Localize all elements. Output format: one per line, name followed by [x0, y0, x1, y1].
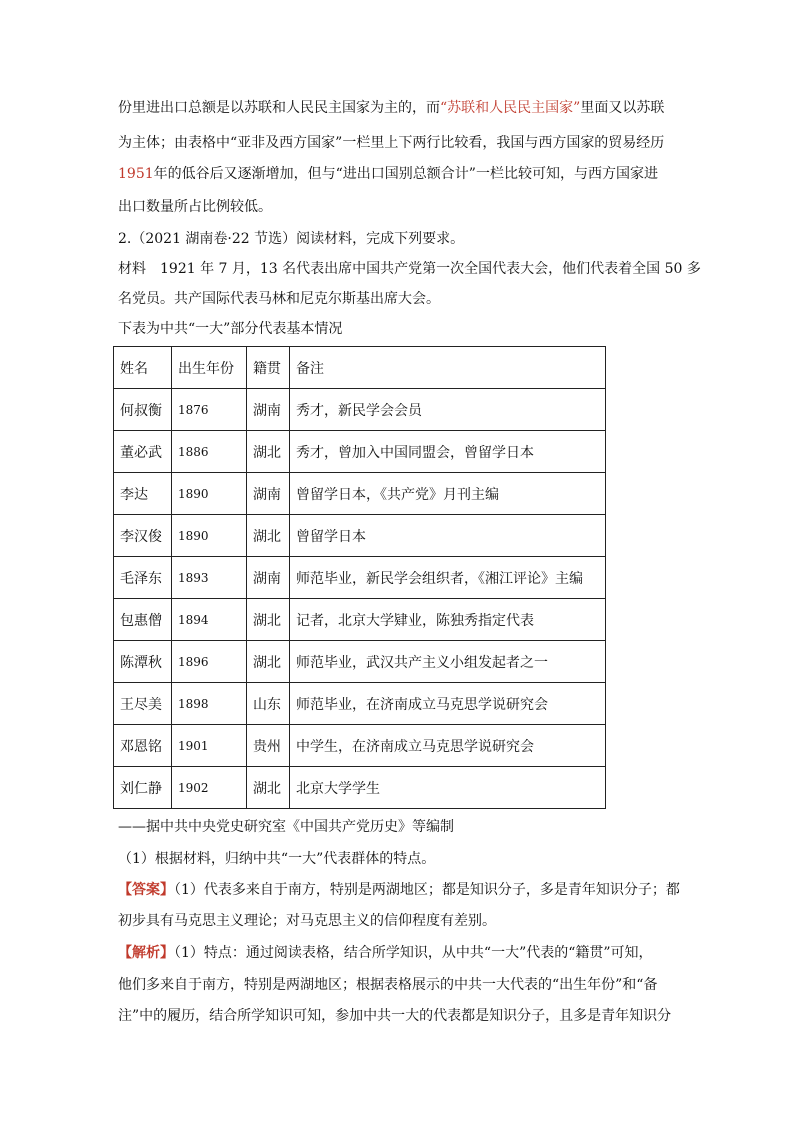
table-row: [114, 431, 606, 473]
cell-place: 贵州: [247, 725, 290, 767]
table-row: [114, 767, 606, 809]
cell-name: 邓恩铭: [114, 725, 172, 767]
cell-name: 何叔衡: [114, 389, 172, 431]
analysis-tag: 【解析】: [118, 945, 174, 961]
answer-tag: 【答案】: [118, 882, 174, 898]
cell-place: 湖北: [247, 599, 290, 641]
cell-year: 1894: [172, 599, 247, 641]
cell-name: 李达: [114, 473, 172, 515]
table-row: [114, 725, 606, 767]
cell-name: 王尽美: [114, 683, 172, 725]
cell-year: 1893: [172, 557, 247, 599]
cell-place: 湖北: [247, 515, 290, 557]
highlight-year: 1951: [118, 166, 154, 182]
table-row: [114, 515, 606, 557]
intro-text: 里面又以苏联: [580, 100, 665, 116]
cell-year: 1886: [172, 431, 247, 473]
cell-place: 湖南: [247, 389, 290, 431]
cell-year: 1901: [172, 725, 247, 767]
intro-line-3: [118, 164, 678, 184]
header-birth-year: 出生年份: [172, 347, 247, 389]
cell-place: 湖南: [247, 557, 290, 599]
cell-place: 湖南: [247, 473, 290, 515]
table-row: [114, 389, 606, 431]
cell-year: 1890: [172, 473, 247, 515]
table-row: [114, 473, 606, 515]
table-row: [114, 557, 606, 599]
header-remarks: 备注: [290, 347, 606, 389]
cell-place: 山东: [247, 683, 290, 725]
table-row: [114, 683, 606, 725]
answer-line-1: [118, 880, 678, 900]
cell-name: 毛泽东: [114, 557, 172, 599]
table-row: [114, 599, 606, 641]
cell-name: 李汉俊: [114, 515, 172, 557]
header-name: 姓名: [114, 347, 172, 389]
intro-line-1: [118, 98, 678, 118]
highlight-text: “苏联和人民民主国家”: [440, 100, 581, 116]
cell-remarks: 秀才，曾加入中国同盟会，曾留学日本: [290, 431, 606, 473]
analysis-line-2: 他们多来自于南方，特别是两湖地区；根据表格展示的中共一大代表的“出生年份”和“备: [118, 977, 658, 993]
delegates-table: [113, 346, 606, 809]
question-header: 2.（2021 湖南卷·22 节选）阅读材料，完成下列要求。: [118, 231, 465, 247]
cell-year: 1876: [172, 389, 247, 431]
cell-year: 1898: [172, 683, 247, 725]
cell-remarks: 曾留学日本，《共产党》月刊主编: [290, 473, 606, 515]
answer-line-2: 初步具有马克思主义理论；对马克思主义的信仰程度有差别。: [118, 913, 496, 929]
sub-question-1: （1）根据材料，归纳中共“一大”代表群体的特点。: [118, 851, 436, 867]
cell-year: 1890: [172, 515, 247, 557]
analysis-text: （1）特点：通过阅读表格，结合所学知识，从中共“一大”代表的“籍贯”可知，: [174, 945, 653, 961]
answer-text: （1）代表多来自于南方，特别是两湖地区；都是知识分子，多是青年知识分子；都: [174, 882, 680, 898]
material-line-2: 名党员。共产国际代表马林和尼克尔斯基出席大会。: [118, 291, 440, 307]
cell-name: 陈潭秋: [114, 641, 172, 683]
cell-name: 包惠僧: [114, 599, 172, 641]
header-native-place: 籍贯: [247, 347, 290, 389]
cell-remarks: 师范毕业，在济南成立马克思学说研究会: [290, 683, 606, 725]
intro-text: 年的低谷后又逐渐增加，但与“进出口国别总额合计”一栏比较可知，与西方国家进: [153, 166, 658, 182]
cell-remarks: 师范毕业，新民学会组织者，《湘江评论》主编: [290, 557, 606, 599]
analysis-line-1: [118, 943, 678, 963]
cell-year: 1896: [172, 641, 247, 683]
table-source: ——据中共中央党史研究室《中国共产党历史》等编制: [118, 819, 454, 835]
cell-name: 刘仁静: [114, 767, 172, 809]
table-caption: 下表为中共“一大”部分代表基本情况: [118, 321, 343, 337]
cell-place: 湖北: [247, 767, 290, 809]
cell-place: 湖北: [247, 431, 290, 473]
table-header-row: [114, 347, 606, 389]
cell-year: 1902: [172, 767, 247, 809]
intro-line-4: 出口数量所占比例较低。: [118, 199, 272, 215]
intro-line-2: 为主体；由表格中“亚非及西方国家”一栏里上下两行比较看，我国与西方国家的贸易经历: [118, 135, 665, 151]
cell-remarks: 北京大学学生: [290, 767, 606, 809]
cell-name: 董必武: [114, 431, 172, 473]
cell-remarks: 记者，北京大学肄业，陈独秀指定代表: [290, 599, 606, 641]
cell-remarks: 曾留学日本: [290, 515, 606, 557]
cell-remarks: 师范毕业，武汉共产主义小组发起者之一: [290, 641, 606, 683]
analysis-line-3: 注”中的履历，结合所学知识可知，参加中共一大的代表都是知识分子，且多是青年知识分: [118, 1008, 672, 1024]
cell-remarks: 秀才，新民学会会员: [290, 389, 606, 431]
table-row: [114, 641, 606, 683]
intro-text: 份里进出口总额是以苏联和人民民主国家为主的，而: [118, 100, 440, 116]
cell-remarks: 中学生，在济南成立马克思学说研究会: [290, 725, 606, 767]
cell-place: 湖北: [247, 641, 290, 683]
material-line-1: 材料 1921 年 7 月，13 名代表出席中国共产党第一次全国代表大会，他们代表着全国 50 多: [118, 261, 701, 277]
